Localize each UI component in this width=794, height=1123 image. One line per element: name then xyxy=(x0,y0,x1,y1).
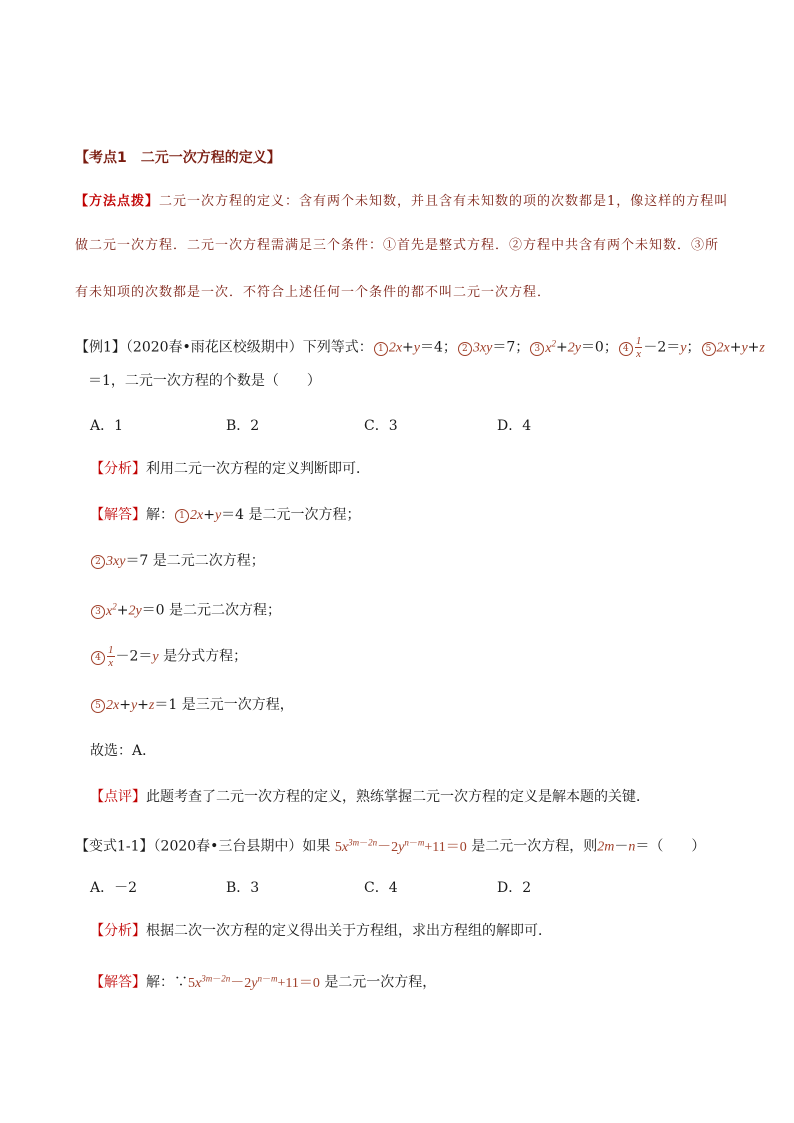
variant1-option-b: B．3 xyxy=(226,880,260,896)
example1-option-c: C．3 xyxy=(364,418,398,434)
variant1-label: 【变式1-1】 xyxy=(75,838,154,855)
variant1-option-a: A．－2 xyxy=(90,880,138,896)
variant1-analysis-label: 【分析】 xyxy=(90,923,146,939)
example1-answer-3: 3 $x^2+2y=0$ 是二元二次方程； xyxy=(90,596,281,622)
variant1-option-c: C．4 xyxy=(364,880,398,896)
analysis-label: 【分析】 xyxy=(90,461,146,477)
example1-comment: 【点评】此题考查了二元一次方程的定义，熟练掌握二元一次方程的定义是解本题的关键． xyxy=(90,789,650,805)
variant1-question: 【变式1-1】（2020春•三台县期中）如果 $5x^{3m-2n}-2y^{n-m}+11=0$ 是二元一次方程，则2m－n＝（ ） xyxy=(75,837,706,855)
method-line-1: 【方法点拨】二元一次方程的定义：含有两个未知数，并且含有未知数的项的次数都是1，像这样的方程叫 xyxy=(75,194,729,209)
answer-label: 【解答】 xyxy=(90,507,146,523)
example1-answer-2: 2 3xy＝7 是二元二次方程； xyxy=(90,551,265,572)
example1-question: 【例1】（2020春•雨花区校级期中）下列等式： 1 2x+y＝4； 2 3xy＝7； 3 $x^2+2y=0$； 4 $\frac{1}{x}$ －2＝y； 5 2x+y+z xyxy=(75,335,765,361)
method-line-2: 做二元一次方程．二元一次方程需满足三个条件：①首先是整式方程．②方程中共含有两个未知数．③所 xyxy=(75,238,720,253)
variant1-answer-label: 【解答】 xyxy=(90,974,146,991)
section-title: 【考点1 二元一次方程的定义】 xyxy=(75,150,281,166)
example1-answer-5: 5 2x+y+z＝1 是三元一次方程， xyxy=(90,695,294,716)
method-line-3: 有未知项的次数都是一次．不符合上述任何一个条件的都不叫二元一次方程． xyxy=(75,285,552,300)
variant1-source: （2020春•三台县期中）如果 xyxy=(153,838,331,855)
example1-option-b: B．2 xyxy=(226,418,260,434)
variant1-answer: 【解答】解：$\because 5x^{3m-2n}-2y^{n-m}+11=0$ 是二元一次方程， xyxy=(90,973,437,991)
method-label: 【方法点拨】 xyxy=(75,194,160,209)
example1-option-a: A．1 xyxy=(90,418,124,434)
example1-source: （2020春•雨花区校级期中）下列等式： xyxy=(125,339,373,356)
example1-answer-1: 【解答】解： 1 2x+y＝4 是二元一次方程； xyxy=(90,507,361,523)
example1-option-d: D．4 xyxy=(497,418,532,434)
example1-continuation: ＝1，二元一次方程的个数是（ ） xyxy=(88,373,321,389)
example1-analysis: 【分析】利用二元一次方程的定义判断即可． xyxy=(90,461,370,477)
example1-conclusion: 故选：A． xyxy=(90,743,157,759)
comment-label: 【点评】 xyxy=(90,789,146,805)
variant1-option-d: D．2 xyxy=(497,880,532,896)
example1-answer-4: 4 $\frac{1}{x}$ －2＝y 是分式方程； xyxy=(90,644,247,669)
variant1-analysis: 【分析】根据二次一次方程的定义得出关于方程组，求出方程组的解即可． xyxy=(90,923,552,939)
example1-label: 【例1】 xyxy=(75,339,126,356)
